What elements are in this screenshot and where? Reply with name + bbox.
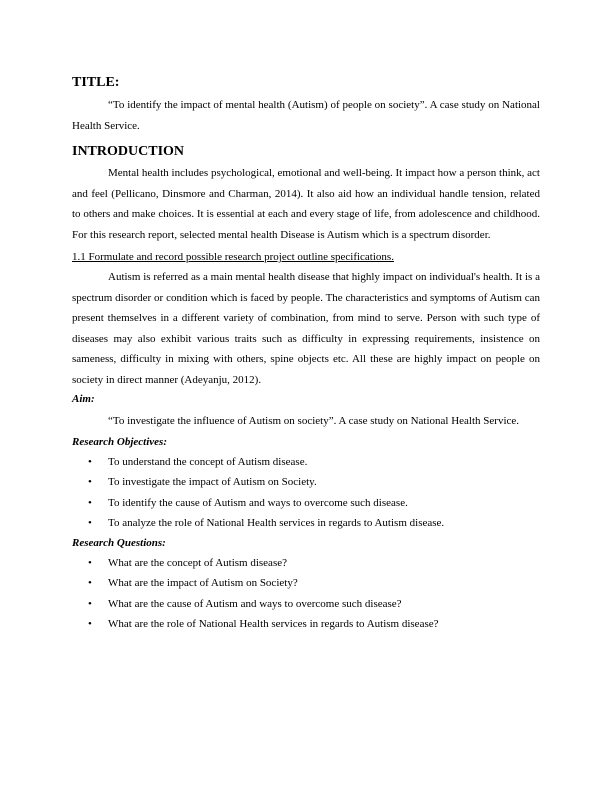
list-item [72, 553, 540, 574]
title-text: “To identify the impact of mental health (Autism) of people on society”. A case study on National Health Service. [72, 99, 540, 132]
list-item-text: To understand the concept of Autism disease. [108, 455, 308, 468]
bullet-icon: • [88, 618, 92, 630]
document-page [72, 74, 540, 635]
bullet-icon: • [88, 556, 92, 569]
section-1-1-heading: 1.1 Formulate and record possible research project outline specifications. [72, 251, 394, 263]
bullet-icon: • [88, 577, 92, 589]
bullet-icon: • [88, 517, 92, 529]
list-item [72, 472, 540, 493]
research-questions-list [72, 553, 540, 635]
list-item-text: What are the concept of Autism disease? [108, 556, 287, 569]
title-heading: TITLE: [72, 75, 120, 90]
list-item-text: To investigate the impact of Autism on Society. [108, 476, 317, 488]
list-item [72, 493, 540, 514]
list-item [72, 573, 540, 594]
list-item-text: What are the role of National Health services in regards to Autism disease? [108, 618, 439, 630]
list-item [72, 513, 540, 534]
bullet-icon: • [88, 597, 92, 610]
research-objectives-list [72, 452, 540, 534]
aim-label: Aim: [72, 393, 95, 405]
section-1-1-paragraph: Autism is referred as a main mental health disease that highly impact on individual's health. It is a spectrum disorder or condition which is faced by people. The characteristics and symptoms of Autism can present themselves in a different variety of combination, from mind to serve. Person with such type of diseases may also exhibit various traits such as difficulty in expressing requirements, insistence on sameness, difficulty in mixing with others, spine objects etc. All these are highly impact on people on society in direct manner (Adeyanju, 2012). [72, 271, 540, 386]
list-item-text: To identify the cause of Autism and ways to overcome such disease. [108, 496, 408, 509]
bullet-icon: • [88, 476, 92, 488]
list-item-text: What are the cause of Autism and ways to overcome such disease? [108, 597, 402, 610]
introduction-heading: INTRODUCTION [72, 144, 185, 159]
list-item [72, 452, 540, 473]
list-item [72, 594, 540, 615]
list-item [72, 614, 540, 635]
research-questions-label: Research Questions: [72, 536, 166, 549]
list-item-text: What are the impact of Autism on Society? [108, 577, 298, 589]
list-item-text: To analyze the role of National Health services in regards to Autism disease. [108, 517, 445, 529]
bullet-icon: • [88, 496, 92, 509]
bullet-icon: • [88, 455, 92, 468]
research-objectives-label: Research Objectives: [72, 435, 167, 448]
introduction-paragraph: Mental health includes psychological, emotional and well-being. It impact how a person think, act and feel (Pellicano, Dinsmore and Charman, 2014). It also aid how an individual handle tension, related to others and make choices. It is essential at each and every stage of life, from adolescence and childhood. For this research report, selected mental health Disease is Autism which is a spectrum disorder. [72, 167, 540, 241]
aim-text: “To investigate the influence of Autism on society”. A case study on National Health Service. [108, 415, 520, 427]
